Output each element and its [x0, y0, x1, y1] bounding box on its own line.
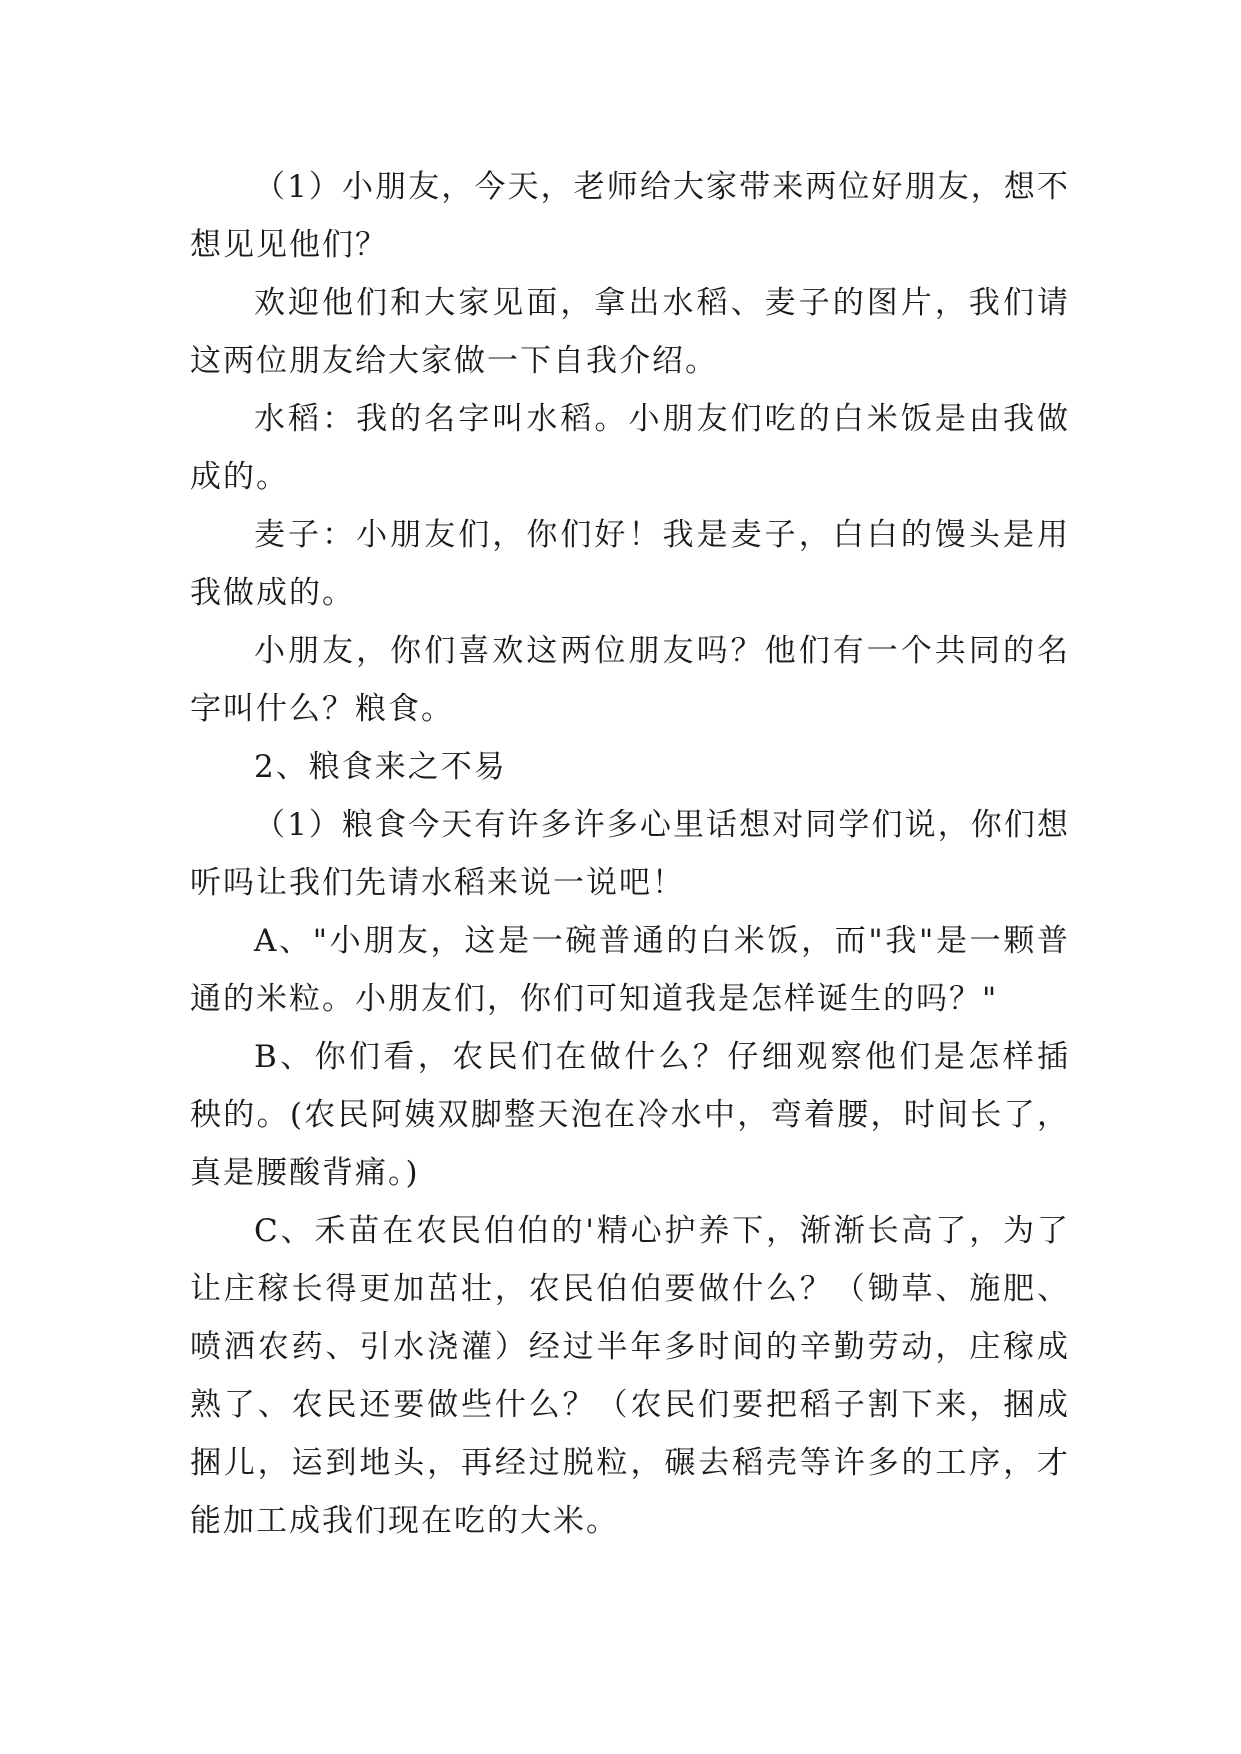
- paragraph-a: A、"小朋友，这是一碗普通的白米饭，而"我"是一颗普通的米粒。小朋友们，你们可知道我是怎样诞生的吗？": [190, 923, 1070, 1017]
- document-body: [190, 158, 1070, 1550]
- section-heading-2: 2、粮食来之不易: [254, 749, 507, 785]
- paragraph-b: B、你们看，农民们在做什么？仔细观察他们是怎样插秧的。(农民阿姨双脚整天泡在冷水中，弯着腰，时间长了，真是腰酸背痛。): [190, 1039, 1070, 1191]
- paragraph-2: 欢迎他们和大家见面，拿出水稻、麦子的图片，我们请这两位朋友给大家做一下自我介绍。: [190, 285, 1070, 379]
- paragraph-4: 麦子：小朋友们，你们好！我是麦子，白白的馒头是用我做成的。: [190, 517, 1070, 611]
- paragraph-1: （1）小朋友，今天，老师给大家带来两位好朋友，想不想见见他们？: [190, 169, 1070, 263]
- paragraph-5: 小朋友，你们喜欢这两位朋友吗？他们有一个共同的名字叫什么？粮食。: [190, 633, 1070, 727]
- paragraph-3: 水稻：我的名字叫水稻。小朋友们吃的白米饭是由我做成的。: [190, 401, 1070, 495]
- paragraph-6: （1）粮食今天有许多许多心里话想对同学们说，你们想听吗让我们先请水稻来说一说吧！: [190, 807, 1070, 901]
- paragraph-c: C、禾苗在农民伯伯的'精心护养下，渐渐长高了，为了让庄稼长得更加茁壮，农民伯伯要做什么？（锄草、施肥、喷洒农药、引水浇灌）经过半年多时间的辛勤劳动，庄稼成熟了、农民还要做些什么？（农民们要把稻子割下来，捆成捆儿，运到地头，再经过脱粒，碾去稻壳等许多的工序，才能加工成我们现在吃的大米。: [190, 1213, 1070, 1539]
